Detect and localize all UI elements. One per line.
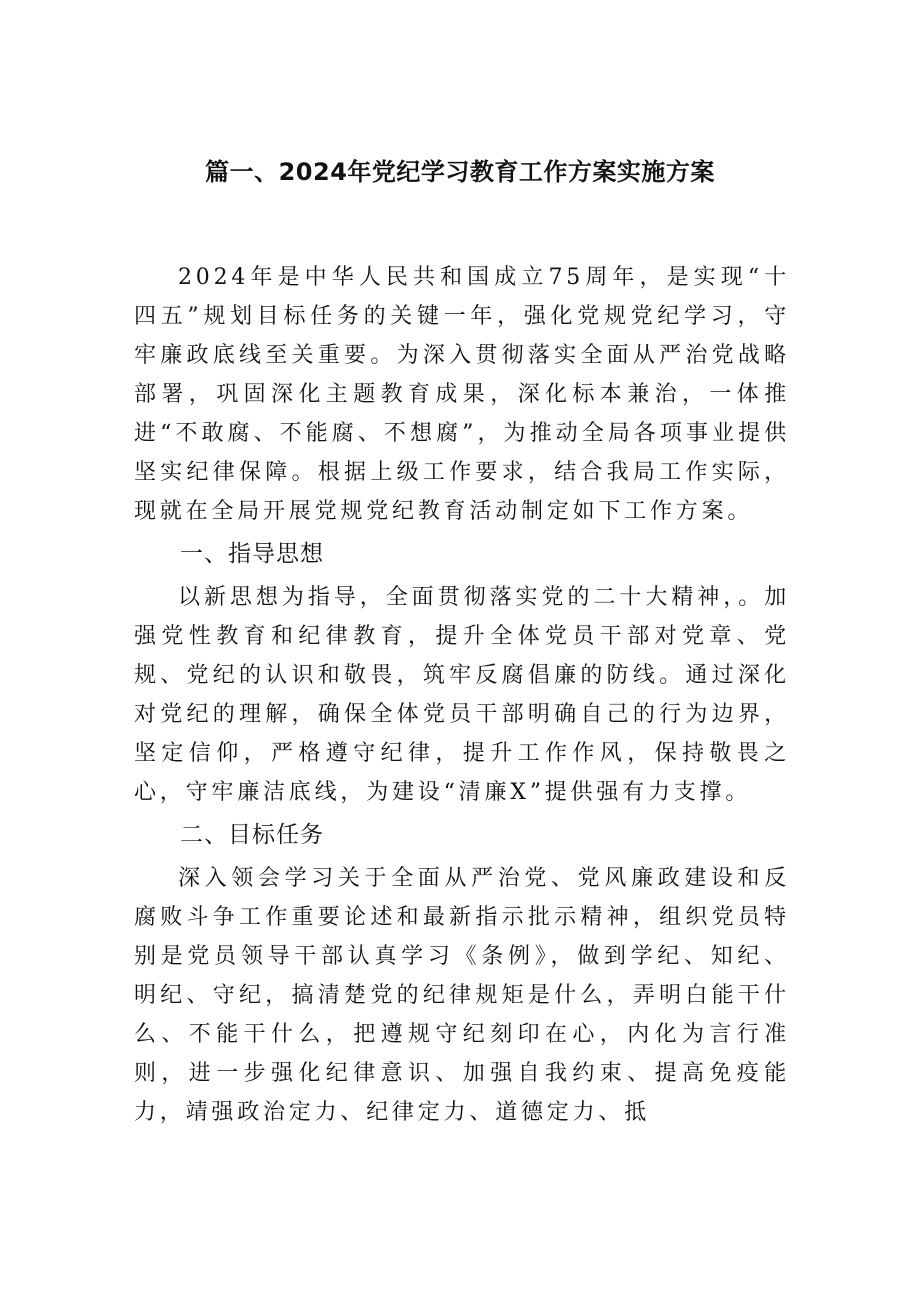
document-body <box>134 258 790 1132</box>
section-heading-goals: 二、目标任务 <box>180 822 324 848</box>
guiding-paragraph: 以新思想为指导，全面贯彻落实党的二十大精神，。加强党性教育和纪律教育，提升全体党员干部对党章、党规、党纪的认识和敬畏，筑牢反腐倡廉的防线。通过深化对党纪的理解，确保全体党员干部明确自己的行为边界，坚定信仰，严格遵守纪律，提升工作作风，保持敬畏之心，守牢廉洁底线，为建设“清廉X”提供强有力支撑。 <box>134 585 790 805</box>
goals-paragraph: 深入领会学习关于全面从严治党、党风廉政建设和反腐败斗争工作重要论述和最新指示批示精神，组织党员特别是党员领导干部认真学习《条例》，做到学纪、知纪、明纪、守纪，搞清楚党的纪律规矩是什么，弄明白能干什么、不能干什么，把遵规守纪刻印在心，内化为言行准则，进一步强化纪律意识、加强自我约束、提高免疫能力，靖强政治定力、纪律定力、道德定力、抵 <box>134 866 790 1125</box>
section-heading-guiding: 一、指导思想 <box>180 541 324 567</box>
document-title: 篇一、2024年党纪学习教育工作方案实施方案 <box>205 158 715 186</box>
intro-paragraph: 2024年是中华人民共和国成立75周年，是实现“十四五”规划目标任务的关键一年，强化党规党纪学习，守牢廉政底线至关重要。为深入贯彻落实全面从严治党战略部署，巩固深化主题教育成果，深化标本兼治，一体推进“不敢腐、不能腐、不想腐”，为推动全局各项事业提供坚实纪律保障。根据上级工作要求，结合我局工作实际，现就在全局开展党规党纪教育活动制定如下工作方案。 <box>134 265 790 524</box>
